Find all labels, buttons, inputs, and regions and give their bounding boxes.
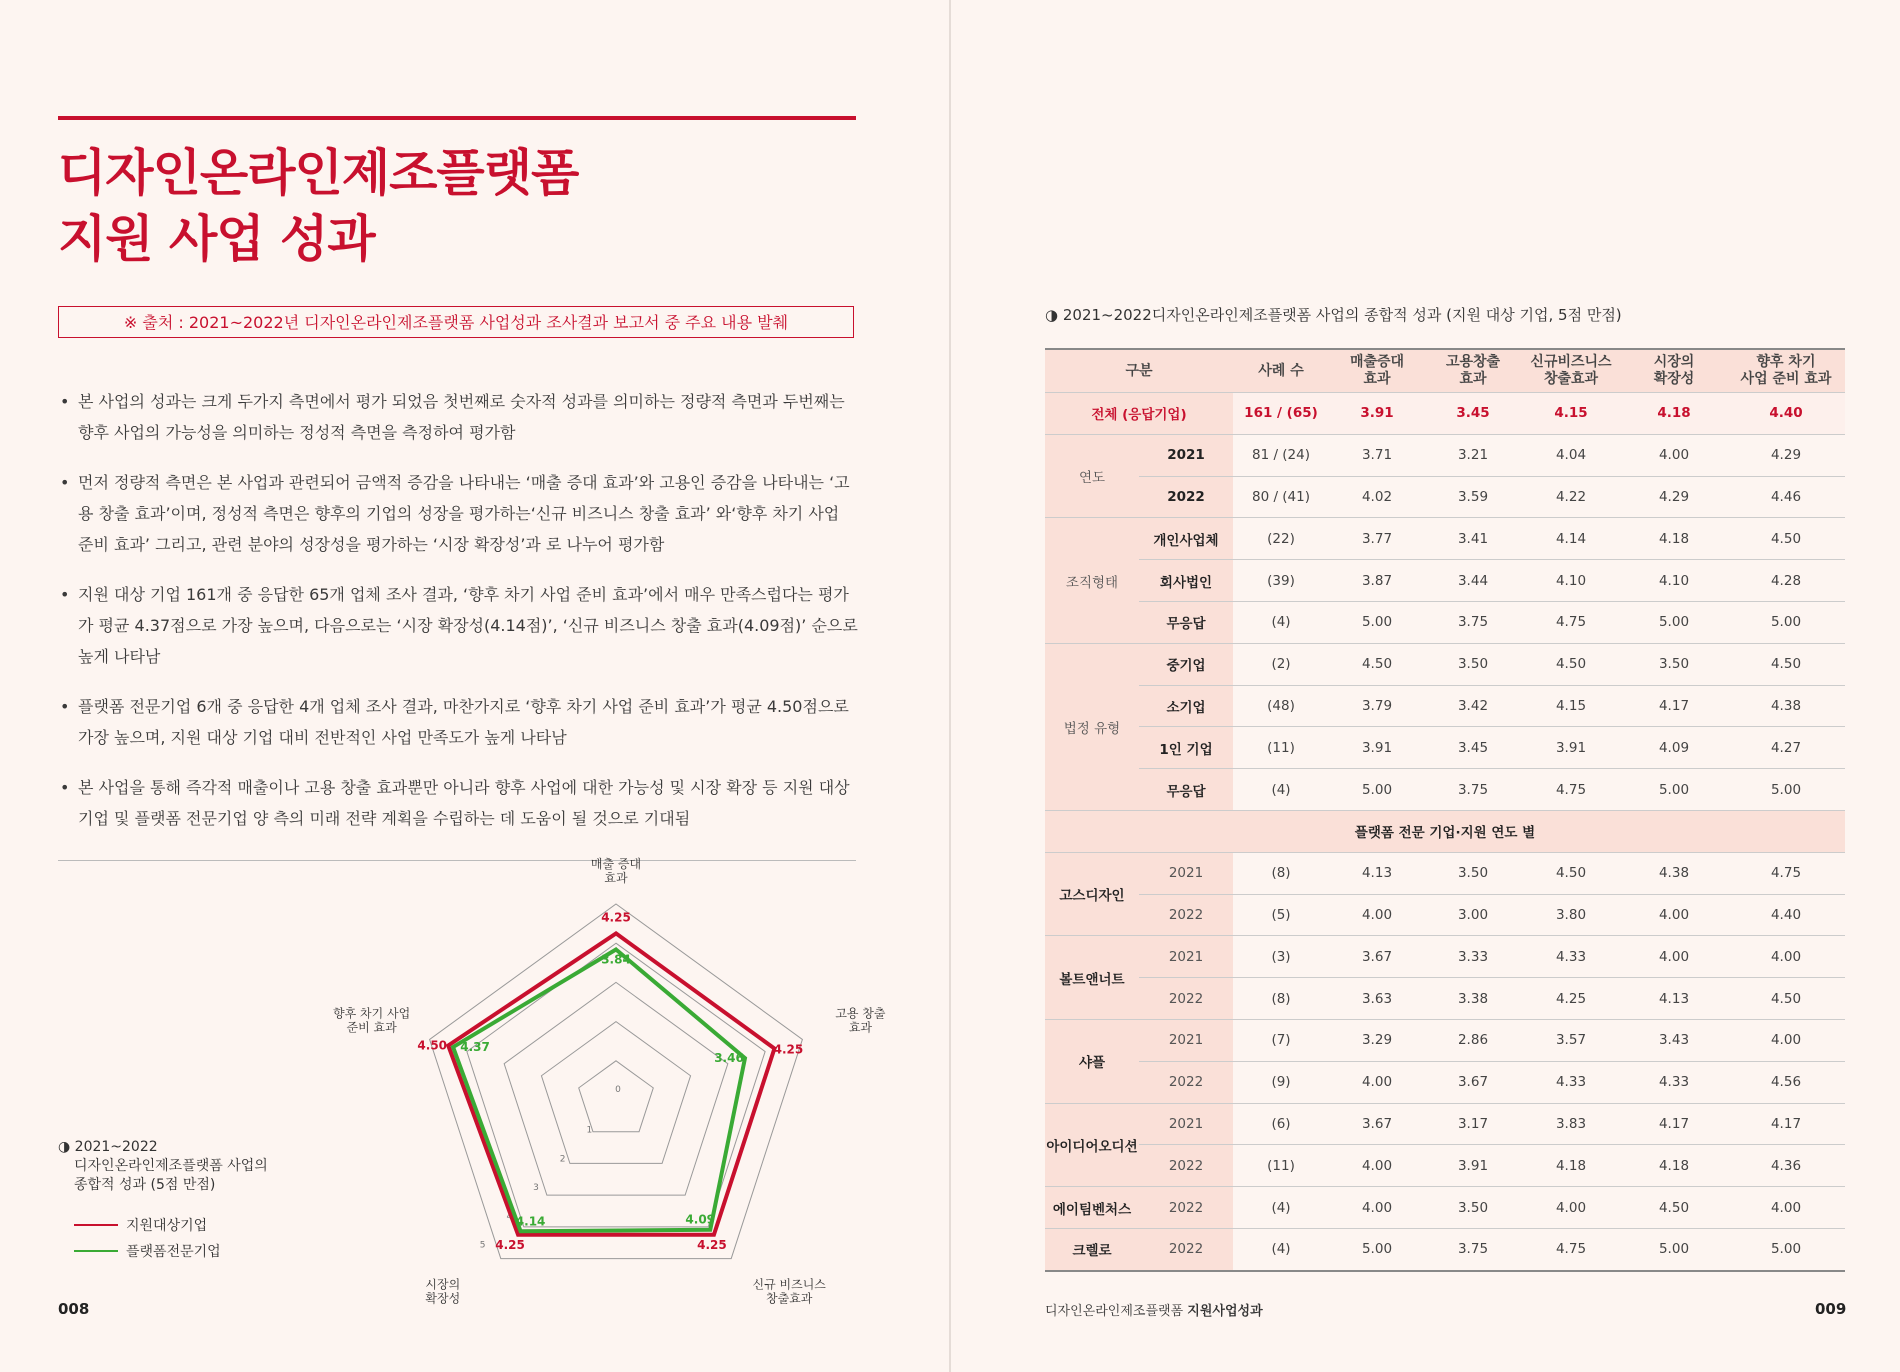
header-next-2: 사업 준비 효과 — [1740, 371, 1832, 387]
table-row — [1045, 1187, 1845, 1229]
table-cell: 아이디어오디션 — [1045, 1103, 1139, 1187]
table-cell: (22) — [1233, 518, 1329, 560]
table-cell: 3.75 — [1425, 601, 1521, 643]
table-cell: 2022 — [1139, 1145, 1233, 1187]
table-cell: 4.15 — [1521, 685, 1621, 727]
table-cell: 4.00 — [1329, 894, 1425, 936]
table-cell: 3.77 — [1329, 518, 1425, 560]
table-cell: 4.09 — [1621, 727, 1727, 769]
section-divider — [58, 860, 856, 861]
table-cell: 고스디자인 — [1045, 852, 1139, 936]
radar-series-1 — [448, 933, 774, 1234]
table-cell: 4.00 — [1329, 1145, 1425, 1187]
table-section-row — [1045, 810, 1845, 852]
radar-axis-label: 준비 효과 — [346, 1020, 397, 1035]
radar-value-label: 3.46 — [714, 1051, 744, 1066]
table-cell: 볼트앤너트 — [1045, 936, 1139, 1020]
table-row — [1045, 1019, 1845, 1061]
source-note: ※ 출처 : 2021~2022년 디자인온라인제조플랫폼 사업성과 조사결과 보고서 중 주요 내용 발췌 — [58, 306, 854, 338]
header-market-1: 시장의 — [1653, 354, 1695, 370]
radar-scale-tick: 0 — [615, 1085, 621, 1095]
header-next-1: 향후 차기 — [1756, 354, 1816, 370]
table-cell: 3.63 — [1329, 978, 1425, 1020]
table-cell: (11) — [1233, 1145, 1329, 1187]
bullet-item: • 플랫폼 전문기업 6개 중 응답한 4개 업체 조사 결과, 마찬가지로 ‘향후 차기 사업 준비 효과’가 평균 4.50점으로 가장 높으며, 지원 대상 기업 대비 전반적인 사업 만족도가 높게 나타남 — [58, 691, 858, 753]
page-number-left: 008 — [58, 1300, 90, 1318]
table-cell: 4.00 — [1727, 936, 1845, 978]
page-title — [58, 140, 578, 272]
table-cell: 법정 유형 — [1045, 643, 1139, 810]
radar-value-label: 4.09 — [685, 1212, 716, 1227]
table-cell: 2022 — [1139, 1061, 1233, 1103]
table-cell: 4.75 — [1521, 601, 1621, 643]
header-newbiz — [1521, 349, 1621, 393]
table-cell: 크렐로 — [1045, 1228, 1139, 1270]
table-cell: 4.75 — [1521, 769, 1621, 811]
header-employ-1: 고용창출 — [1445, 354, 1501, 370]
radar-axis-label: 시장의 — [425, 1277, 461, 1292]
table-cell: 5.00 — [1727, 601, 1845, 643]
table-cell: 1인 기업 — [1139, 727, 1233, 769]
radar-value-label: 4.25 — [773, 1042, 804, 1057]
table-cell: 3.44 — [1425, 560, 1521, 602]
table-cell: 3.67 — [1425, 1061, 1521, 1103]
table-cell: 3.83 — [1521, 1103, 1621, 1145]
radar-scale-tick: 5 — [479, 1240, 486, 1251]
table-cell: 4.00 — [1621, 434, 1727, 476]
table-cell: (9) — [1233, 1061, 1329, 1103]
header-employ-2: 효과 — [1459, 371, 1487, 387]
table-cell: 4.04 — [1521, 434, 1621, 476]
table-cell: 소기업 — [1139, 685, 1233, 727]
table-row — [1045, 978, 1845, 1020]
table-cell: 3.91 — [1425, 1145, 1521, 1187]
table-cell: 4.75 — [1521, 1228, 1621, 1270]
table-cell: 5.00 — [1727, 1228, 1845, 1270]
table-cell: 2021 — [1139, 936, 1233, 978]
table-cell: 3.50 — [1621, 643, 1727, 685]
table-cell: 4.29 — [1727, 434, 1845, 476]
title-line-2: 지원 사업 성과 — [58, 210, 375, 268]
table-cell: 3.71 — [1329, 434, 1425, 476]
table-cell: 4.28 — [1727, 560, 1845, 602]
table-cell: 3.67 — [1329, 936, 1425, 978]
table-cell: 2022 — [1139, 476, 1233, 518]
table-cell: 5.00 — [1329, 1228, 1425, 1270]
table-row — [1045, 560, 1845, 602]
radar-value-label: 4.37 — [460, 1040, 490, 1055]
table-cell: 무응답 — [1139, 769, 1233, 811]
radar-scale-tick: 4 — [506, 1211, 513, 1222]
table-cell: 4.40 — [1727, 393, 1845, 435]
table-cell: 2022 — [1139, 894, 1233, 936]
legend-title-3: 종합적 성과 (5점 만점) — [74, 1177, 216, 1193]
radar-axis-label: 효과 — [848, 1020, 873, 1035]
radar-scale-tick: 1 — [586, 1125, 593, 1136]
table-cell: 4.00 — [1621, 894, 1727, 936]
table-row — [1045, 685, 1845, 727]
table-cell: 플랫폼 전문 기업·지원 연도 별 — [1045, 810, 1845, 852]
table-cell: 4.50 — [1521, 852, 1621, 894]
table-cell: 3.41 — [1425, 518, 1521, 560]
radar-scale-tick: 2 — [559, 1154, 566, 1165]
table-cell: 4.00 — [1329, 1187, 1425, 1229]
table-cell: 3.50 — [1425, 852, 1521, 894]
table-cell: 개인사업체 — [1139, 518, 1233, 560]
table-cell: 조직형태 — [1045, 518, 1139, 643]
table-cell: 4.00 — [1521, 1187, 1621, 1229]
table-cell: 4.75 — [1727, 852, 1845, 894]
table-cell: 161 / (65) — [1233, 393, 1329, 435]
bullet-item: • 본 사업의 성과는 크게 두가지 측면에서 평가 되었음 첫번째로 숫자적 성과를 의미하는 정량적 측면과 두번째는 향후 사업의 가능성을 의미하는 정성적 측면을 측정하여 평가함 — [58, 386, 858, 448]
footer-plain: 디자인온라인제조플랫폼 — [1045, 1304, 1188, 1319]
table-cell: 연도 — [1045, 434, 1139, 518]
table-cell: 4.46 — [1727, 476, 1845, 518]
header-sales-1: 매출증대 — [1349, 354, 1405, 370]
table-cell: 3.50 — [1425, 1187, 1521, 1229]
table-cell: 4.10 — [1621, 560, 1727, 602]
table-cell: 4.00 — [1621, 936, 1727, 978]
table-cell: 4.27 — [1727, 727, 1845, 769]
table-cell: 2021 — [1139, 434, 1233, 476]
header-category: 구분 — [1045, 349, 1233, 393]
table-header-row — [1045, 349, 1845, 393]
table-row — [1045, 1061, 1845, 1103]
table-cell: (4) — [1233, 1228, 1329, 1270]
table-cell: 5.00 — [1621, 601, 1727, 643]
table-cell: 81 / (24) — [1233, 434, 1329, 476]
right-page — [950, 0, 1900, 1372]
radar-value-label: 4.50 — [417, 1038, 448, 1053]
table-cell: 4.00 — [1727, 1019, 1845, 1061]
table-cell: (8) — [1233, 978, 1329, 1020]
table-caption: ◑ 2021~2022디자인온라인제조플랫폼 사업의 종합적 성과 (지원 대상 기업, 5점 만점) — [1045, 306, 1622, 324]
table-cell: 4.18 — [1621, 393, 1727, 435]
table-cell: 3.45 — [1425, 727, 1521, 769]
table-row — [1045, 434, 1845, 476]
table-cell: 3.91 — [1329, 727, 1425, 769]
legend-swatch-green — [74, 1250, 118, 1252]
table-row — [1045, 518, 1845, 560]
table-cell: 4.56 — [1727, 1061, 1845, 1103]
radar-scale-tick: 3 — [533, 1183, 539, 1194]
radar-axis-label: 신규 비즈니스 — [752, 1277, 826, 1292]
table-cell: 3.75 — [1425, 769, 1521, 811]
table-cell: 4.10 — [1521, 560, 1621, 602]
table-cell: 4.50 — [1521, 643, 1621, 685]
table-cell: 4.29 — [1621, 476, 1727, 518]
table-cell: 4.25 — [1521, 978, 1621, 1020]
legend-item-series2 — [58, 1241, 268, 1261]
table-cell: (7) — [1233, 1019, 1329, 1061]
radar-grid-ring — [579, 1061, 654, 1132]
table-row — [1045, 1103, 1845, 1145]
table-row — [1045, 894, 1845, 936]
table-cell: 4.15 — [1521, 393, 1621, 435]
table-cell: 3.21 — [1425, 434, 1521, 476]
table-cell: 5.00 — [1329, 601, 1425, 643]
table-cell: 4.18 — [1621, 1145, 1727, 1187]
table-cell: 중기업 — [1139, 643, 1233, 685]
table-cell: 3.33 — [1425, 936, 1521, 978]
table-cell: 4.50 — [1329, 643, 1425, 685]
table-cell: (5) — [1233, 894, 1329, 936]
legend-label-series1: 지원대상기업 — [126, 1218, 208, 1234]
table-cell: 5.00 — [1621, 769, 1727, 811]
table-cell: (48) — [1233, 685, 1329, 727]
radar-axis-label: 고용 창출 — [835, 1006, 886, 1021]
bullet-item: • 지원 대상 기업 161개 중 응답한 65개 업체 조사 결과, ‘향후 차기 사업 준비 효과’에서 매우 만족스럽다는 평가가 평균 4.37점으로 가장 높으며, 다음으로는 ‘시장 확장성(4.14점)’, ‘신규 비즈니스 창출 효과(4.09점)’ 순으로 높게 나타남 — [58, 579, 858, 672]
table-cell: 무응답 — [1139, 601, 1233, 643]
table-cell: 80 / (41) — [1233, 476, 1329, 518]
table-cell: 3.38 — [1425, 978, 1521, 1020]
radar-value-label: 4.14 — [515, 1214, 546, 1229]
radar-axis-label: 확장성 — [425, 1291, 461, 1306]
table-cell: 3.42 — [1425, 685, 1521, 727]
table-row — [1045, 1228, 1845, 1270]
table-cell: 4.33 — [1521, 1061, 1621, 1103]
table-cell: 3.87 — [1329, 560, 1425, 602]
table-cell: 회사법인 — [1139, 560, 1233, 602]
legend-swatch-red — [74, 1224, 118, 1226]
table-cell: 4.18 — [1621, 518, 1727, 560]
table-cell: 3.59 — [1425, 476, 1521, 518]
table-cell: 4.50 — [1727, 643, 1845, 685]
table-row — [1045, 936, 1845, 978]
table-row — [1045, 601, 1845, 643]
bullet-item: • 먼저 정량적 측면은 본 사업과 관련되어 금액적 증감을 나타내는 ‘매출 증대 효과’와 고용인 증감을 나타내는 ‘고용 창출 효과’이며, 정성적 측면은 향후의 기업의 성장을 평가하는‘신규 비즈니스 창출 효과’ 와‘향후 차기 사업 준비 효과’ 그리고, 관련 분야의 성장성을 평가하는 ‘시장 확장성’과 로 나누어 평가함 — [58, 467, 858, 560]
table-cell: 3.67 — [1329, 1103, 1425, 1145]
footer-bold: 지원사업성과 — [1187, 1304, 1263, 1319]
table-cell: (3) — [1233, 936, 1329, 978]
header-market — [1621, 349, 1727, 393]
legend-label-series2: 플랫폼전문기업 — [126, 1244, 221, 1260]
table-cell: 4.02 — [1329, 476, 1425, 518]
table-cell: 3.91 — [1521, 727, 1621, 769]
page-number-right: 009 — [1815, 1300, 1847, 1318]
title-line-1: 디자인온라인제조플랫폼 — [58, 144, 579, 202]
table-cell: 3.17 — [1425, 1103, 1521, 1145]
table-cell: 2022 — [1139, 978, 1233, 1020]
radar-axis-label: 향후 차기 사업 — [332, 1006, 411, 1021]
table-cell: 5.00 — [1727, 769, 1845, 811]
header-sales — [1329, 349, 1425, 393]
legend-title-1: ◑ 2021~2022 — [58, 1139, 158, 1155]
radar-chart — [330, 857, 886, 1306]
table-cell: 2022 — [1139, 1187, 1233, 1229]
table-cell: 4.33 — [1521, 936, 1621, 978]
table-cell: 5.00 — [1329, 769, 1425, 811]
table-row — [1045, 643, 1845, 685]
header-sales-2: 효과 — [1363, 371, 1391, 387]
header-newbiz-1: 신규비즈니스 — [1530, 354, 1612, 370]
table-cell: 4.33 — [1621, 1061, 1727, 1103]
table-cell: (6) — [1233, 1103, 1329, 1145]
table-cell: (2) — [1233, 643, 1329, 685]
table-cell: 3.80 — [1521, 894, 1621, 936]
performance-table — [1045, 348, 1845, 1272]
table-cell: (8) — [1233, 852, 1329, 894]
table-cell: (4) — [1233, 769, 1329, 811]
table-cell: (4) — [1233, 601, 1329, 643]
table-cell: 3.57 — [1521, 1019, 1621, 1061]
header-market-2: 확장성 — [1653, 371, 1695, 387]
table-cell: 4.38 — [1621, 852, 1727, 894]
table-cell: 4.50 — [1727, 518, 1845, 560]
table-cell: 2022 — [1139, 1228, 1233, 1270]
table-cell: 3.75 — [1425, 1228, 1521, 1270]
table-cell: 4.36 — [1727, 1145, 1845, 1187]
table-row — [1045, 769, 1845, 811]
table-cell: 3.29 — [1329, 1019, 1425, 1061]
table-cell: 4.00 — [1329, 1061, 1425, 1103]
table-cell: 2021 — [1139, 1019, 1233, 1061]
table-row — [1045, 476, 1845, 518]
table-cell: 4.17 — [1621, 685, 1727, 727]
table-cell: 4.14 — [1521, 518, 1621, 560]
table-row — [1045, 1145, 1845, 1187]
table-cell: 3.43 — [1621, 1019, 1727, 1061]
radar-value-label: 4.25 — [601, 910, 631, 925]
radar-value-label: 3.84 — [601, 952, 631, 967]
bullet-item: • 본 사업을 통해 즉각적 매출이나 고용 창출 효과뿐만 아니라 향후 사업에 대한 가능성 및 시장 확장 등 지원 대상 기업 및 플랫폼 전문기업 양 측의 미래 전략 계획을 수립하는 데 도움이 될 것으로 기대됨 — [58, 772, 858, 834]
table-cell: 3.91 — [1329, 393, 1425, 435]
table-row-total — [1045, 393, 1845, 435]
radar-value-label: 4.25 — [495, 1237, 525, 1252]
radar-value-label: 4.25 — [697, 1237, 727, 1252]
table-cell: 5.00 — [1621, 1228, 1727, 1270]
table-cell: (4) — [1233, 1187, 1329, 1229]
table-cell: 2021 — [1139, 852, 1233, 894]
table-cell: 4.22 — [1521, 476, 1621, 518]
table-cell: 3.79 — [1329, 685, 1425, 727]
table-cell: (11) — [1233, 727, 1329, 769]
table-cell: 2.86 — [1425, 1019, 1521, 1061]
radar-axis-label: 매출 증대 — [590, 857, 642, 871]
chart-legend — [58, 1138, 268, 1261]
table-cell: 4.18 — [1521, 1145, 1621, 1187]
legend-item-series1 — [58, 1215, 268, 1235]
radar-series-2 — [453, 949, 745, 1231]
header-cases: 사례 수 — [1233, 349, 1329, 393]
table-cell: 4.50 — [1727, 978, 1845, 1020]
table-cell: 2021 — [1139, 1103, 1233, 1145]
table-row — [1045, 727, 1845, 769]
table-cell: 3.45 — [1425, 393, 1521, 435]
header-employ — [1425, 349, 1521, 393]
table-cell: 4.17 — [1621, 1103, 1727, 1145]
table-cell: 4.40 — [1727, 894, 1845, 936]
radar-axis-label: 창출효과 — [766, 1291, 813, 1306]
summary-bullets — [58, 386, 858, 853]
table-cell: 4.17 — [1727, 1103, 1845, 1145]
table-cell: 4.38 — [1727, 685, 1845, 727]
legend-title-2: 디자인온라인제조플랫폼 사업의 — [74, 1158, 268, 1174]
title-rule — [58, 116, 856, 120]
table-cell: 4.13 — [1329, 852, 1425, 894]
table-cell: 에이팀벤처스 — [1045, 1187, 1139, 1229]
table-cell: 4.00 — [1727, 1187, 1845, 1229]
table-cell: 3.50 — [1425, 643, 1521, 685]
table-cell: 3.00 — [1425, 894, 1521, 936]
table-cell: 4.13 — [1621, 978, 1727, 1020]
radar-axis-label: 효과 — [604, 871, 628, 885]
table-cell: 샤플 — [1045, 1019, 1139, 1103]
table-cell: 4.50 — [1621, 1187, 1727, 1229]
running-footer — [1045, 1300, 1263, 1319]
table-cell: (39) — [1233, 560, 1329, 602]
header-next — [1727, 349, 1845, 393]
table-row — [1045, 852, 1845, 894]
table-cell: 전체 (응답기업) — [1045, 393, 1233, 435]
header-newbiz-2: 창출효과 — [1543, 371, 1599, 387]
